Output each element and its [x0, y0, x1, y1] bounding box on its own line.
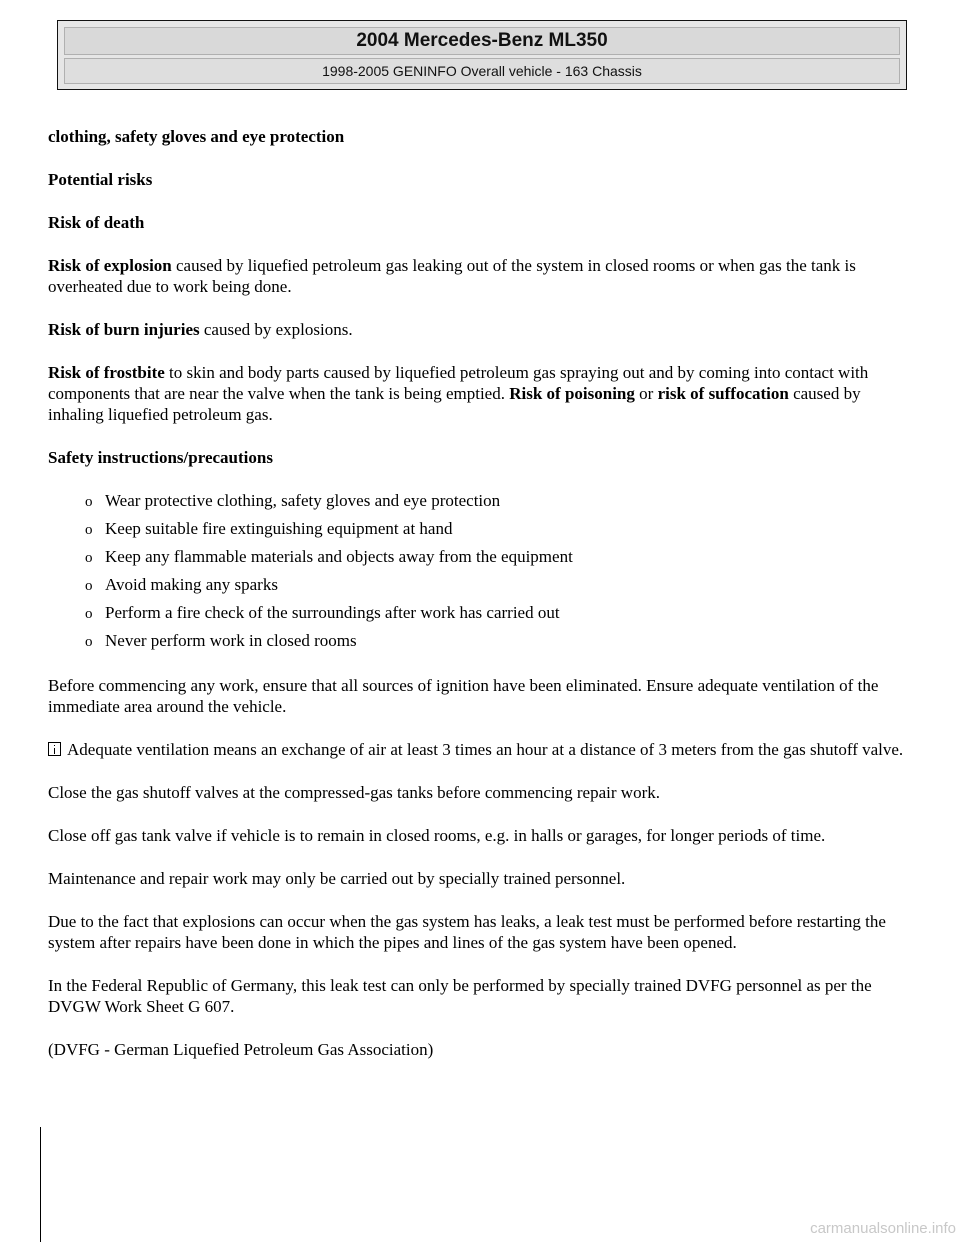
bullet-icon: o — [85, 550, 93, 566]
continued-text: clothing, safety gloves and eye protection — [48, 127, 345, 146]
paragraph-ignition: Before commencing any work, ensure that all sources of ignition have been eliminated. Ensure adequate ventilation of the immediate area around the vehicle. — [48, 676, 879, 716]
list-item: o Wear protective clothing, safety gloves and eye protection — [85, 490, 918, 513]
left-margin-rule — [40, 1127, 41, 1242]
paragraph-maintenance: Maintenance and repair work may only be carried out by specially trained personnel. — [48, 869, 626, 888]
text-risk-suffocation: caused by inhaling liquefied petroleum gas. — [48, 384, 861, 424]
heading-potential-risks: Potential risks — [48, 170, 153, 189]
text-risk-burn: caused by explosions. — [199, 320, 353, 339]
bullet-icon: o — [85, 494, 93, 510]
term-risk-burn: Risk of burn injuries — [48, 320, 200, 339]
paragraph-ventilation-note — [48, 739, 918, 760]
text-risk-explosion: caused by liquefied petroleum gas leaking out of the system in closed rooms or when gas the tank is overheated due to work being done. — [48, 256, 856, 296]
paragraph-tank-valve: Close off gas tank valve if vehicle is to remain in closed rooms, e.g. in halls or garages, for longer periods of time. — [48, 826, 826, 845]
document-header — [57, 20, 907, 90]
term-risk-explosion: Risk of explosion — [48, 256, 172, 275]
term-risk-poisoning: Risk of poisoning — [509, 384, 635, 403]
text-risk-frostbite: to skin and body parts caused by liquefied petroleum gas spraying out and by coming into contact with components that are near the valve when the tank is being emptied. — [48, 363, 869, 403]
heading-safety-instructions: Safety instructions/precautions — [48, 448, 273, 467]
paragraph-leak-test: Due to the fact that explosions can occur when the gas system has leaks, a leak test must be performed before restarting the system after repairs have been done in which the pipes and lines of the gas system have been opened. — [48, 912, 886, 952]
paragraph-germany: In the Federal Republic of Germany, this leak test can only be performed by specially trained DVFG personnel as per the DVGW Work Sheet G 607. — [48, 976, 872, 1016]
safety-list — [48, 490, 918, 653]
heading-risk-of-death: Risk of death — [48, 213, 145, 232]
header-subtitle: 1998-2005 GENINFO Overall vehicle - 163 Chassis — [64, 58, 900, 84]
watermark: carmanualsonline.info — [810, 1220, 956, 1237]
list-item: o Keep suitable fire extinguishing equipment at hand — [85, 518, 918, 541]
text-ventilation-note: Adequate ventilation means an exchange of air at least 3 times an hour at a distance of 3 meters from the gas shutoff valve. — [67, 740, 904, 759]
document-body — [48, 126, 918, 1082]
paragraph-dvfg: (DVFG - German Liquefied Petroleum Gas Association) — [48, 1040, 434, 1059]
bullet-icon: o — [85, 522, 93, 538]
term-risk-suffocation: risk of suffocation — [657, 384, 789, 403]
text-or: or — [634, 384, 658, 403]
paragraph-shutoff-valves: Close the gas shutoff valves at the compressed-gas tanks before commencing repair work. — [48, 783, 660, 802]
list-item: o Keep any flammable materials and objects away from the equipment — [85, 546, 918, 569]
list-item: o Avoid making any sparks — [85, 574, 918, 597]
paragraph-risk-burn — [48, 319, 918, 340]
term-risk-frostbite: Risk of frostbite — [48, 363, 165, 382]
list-item: o Perform a fire check of the surroundings after work has carried out — [85, 602, 918, 625]
bullet-icon: o — [85, 606, 93, 622]
bullet-icon: o — [85, 634, 93, 650]
header-title: 2004 Mercedes-Benz ML350 — [64, 27, 900, 55]
list-item: o Never perform work in closed rooms — [85, 630, 918, 653]
bullet-icon: o — [85, 578, 93, 594]
paragraph-risk-explosion — [48, 255, 918, 297]
paragraph-risk-frostbite — [48, 362, 918, 425]
info-note-icon — [48, 742, 61, 756]
